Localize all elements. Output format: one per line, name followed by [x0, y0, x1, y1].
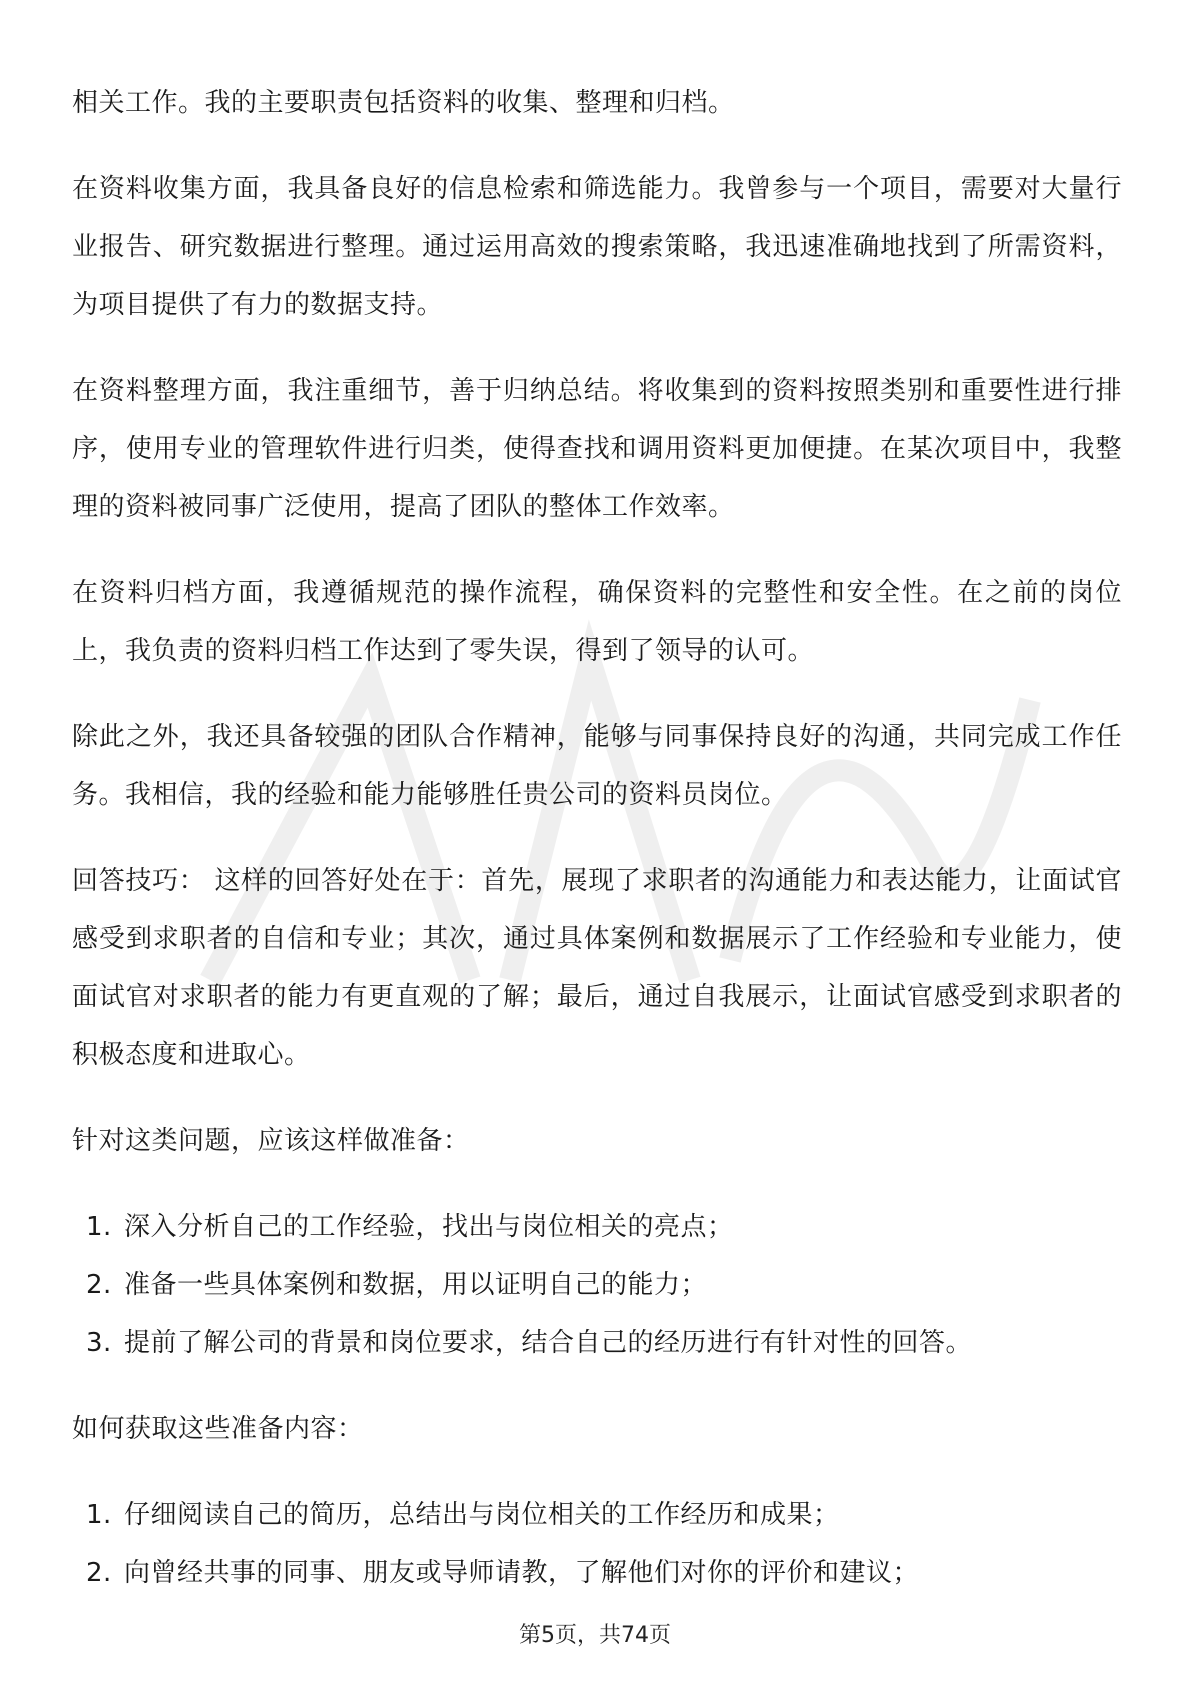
list-item: [72, 1198, 1122, 1256]
heading-obtain: 如何获取这些准备内容：: [72, 1414, 364, 1444]
paragraph-teamwork: 除此之外，我还具备较强的团队合作精神，能够与同事保持良好的沟通，共同完成工作任务。我相信，我的经验和能力能够胜任贵公司的资料员岗位。: [72, 722, 1122, 810]
paragraph-intro: 相关工作。我的主要职责包括资料的收集、整理和归档。: [72, 88, 735, 118]
paragraph-collection: 在资料收集方面，我具备良好的信息检索和筛选能力。我曾参与一个项目，需要对大量行业报告、研究数据进行整理。通过运用高效的搜索策略，我迅速准确地找到了所需资料，为项目提供了有力的数据支持。: [72, 174, 1122, 320]
list-number: 2.: [86, 1558, 112, 1588]
list-text: 深入分析自己的工作经验，找出与岗位相关的亮点；: [124, 1212, 734, 1242]
heading-prepare: 针对这类问题，应该这样做准备：: [72, 1126, 470, 1156]
list-text: 仔细阅读自己的简历，总结出与岗位相关的工作经历和成果；: [124, 1500, 840, 1530]
list-number: 3.: [86, 1328, 112, 1358]
list-item: [72, 1544, 1122, 1602]
list-text: 准备一些具体案例和数据，用以证明自己的能力；: [124, 1270, 708, 1300]
list-item: [72, 1256, 1122, 1314]
list-number: 1.: [86, 1500, 112, 1530]
prepare-list: [72, 1198, 1122, 1372]
list-item: [72, 1486, 1122, 1544]
list-text: 向曾经共事的同事、朋友或导师请教，了解他们对你的评价和建议；: [124, 1558, 920, 1588]
list-item: [72, 1314, 1122, 1372]
paragraph-archiving: 在资料归档方面，我遵循规范的操作流程，确保资料的完整性和安全性。在之前的岗位上，我负责的资料归档工作达到了零失误，得到了领导的认可。: [72, 578, 1122, 666]
page-number-footer: 第5页，共74页: [519, 1623, 671, 1648]
paragraph-answer-tips: 回答技巧： 这样的回答好处在于：首先，展现了求职者的沟通能力和表达能力，让面试官感受到求职者的自信和专业；其次，通过具体案例和数据展示了工作经验和专业能力，使面试官对求职者的能力有更直观的了解；最后，通过自我展示，让面试官感受到求职者的积极态度和进取心。: [72, 866, 1122, 1070]
obtain-list: [72, 1486, 1122, 1602]
list-number: 2.: [86, 1270, 112, 1300]
list-text: 提前了解公司的背景和岗位要求，结合自己的经历进行有针对性的回答。: [124, 1328, 973, 1358]
list-number: 1.: [86, 1212, 112, 1242]
paragraph-organization: 在资料整理方面，我注重细节，善于归纳总结。将收集到的资料按照类别和重要性进行排序，使用专业的管理软件进行归类，使得查找和调用资料更加便捷。在某次项目中，我整理的资料被同事广泛使用，提高了团队的整体工作效率。: [72, 376, 1122, 522]
document-body: [72, 74, 1122, 1630]
